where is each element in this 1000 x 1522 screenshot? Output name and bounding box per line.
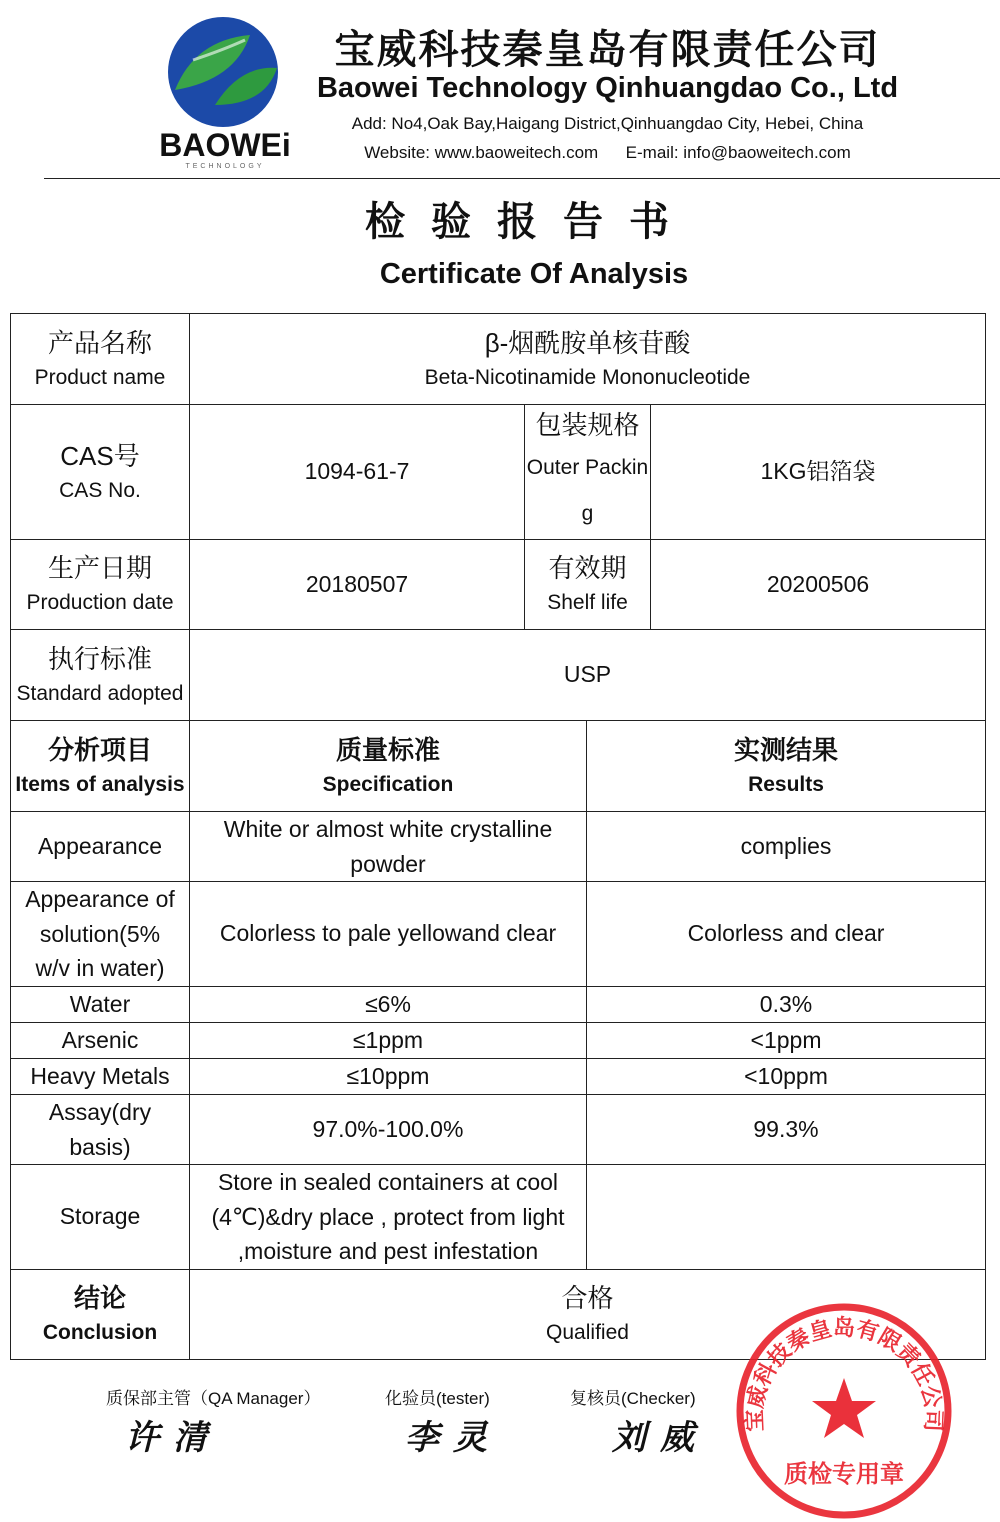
company-email: E-mail: info@baoweitech.com [625, 143, 851, 162]
star-icon [812, 1378, 876, 1438]
label-en: CAS No. [59, 478, 141, 502]
production-date-label [10, 539, 190, 630]
row-spec: Store in sealed containers at cool (4℃)&dry place , protect from light ,moisture and pest infestation [189, 1164, 587, 1270]
label-cn: 有效期 [548, 553, 627, 584]
header-cn: 质量标准 [335, 734, 440, 765]
tester-label: 化验员(tester) [385, 1389, 490, 1408]
value-text: 20180507 [305, 570, 409, 597]
stamp-center-text: 质检专用章 [784, 1459, 904, 1488]
row-item: Appearance of solution(5% w/v in water) [10, 881, 190, 987]
label-cn: 产品名称 [47, 327, 152, 358]
header-en: Results [748, 772, 824, 796]
row-item: Water [10, 986, 190, 1023]
row-item: Heavy Metals [10, 1058, 190, 1095]
row-result: 0.3% [586, 986, 986, 1023]
document-title-cn: 检验报告书 [365, 198, 695, 245]
row-result: <1ppm [586, 1022, 986, 1059]
value-text: 20200506 [766, 570, 870, 597]
label-cn: 结论 [73, 1283, 126, 1314]
packing-label [524, 404, 651, 540]
value-cn: β-烟酰胺单核苷酸 [484, 327, 691, 358]
label-cn: 执行标准 [47, 643, 152, 674]
value-text: USP [563, 661, 612, 688]
checker-label: 复核员(Checker) [570, 1389, 696, 1408]
label-cn: CAS号 [60, 440, 140, 471]
header-items [10, 720, 190, 812]
row-result: 99.3% [586, 1094, 986, 1165]
company-website: Website: www.baoweitech.com [364, 143, 599, 162]
row-spec: Colorless to pale yellowand clear [189, 881, 587, 987]
quality-inspection-stamp [733, 1300, 955, 1522]
standard-label [10, 629, 190, 721]
row-result: <10ppm [586, 1058, 986, 1095]
cas-label [10, 404, 190, 540]
value-en: Beta-Nicotinamide Mononucleotide [424, 365, 751, 389]
header-specification [189, 720, 587, 812]
value-cn: 合格 [561, 1283, 614, 1314]
header-divider [44, 178, 1000, 179]
label-en: Product name [34, 365, 166, 389]
row-spec: ≤10ppm [189, 1058, 587, 1095]
label-cn: 生产日期 [47, 553, 152, 584]
conclusion-label [10, 1269, 190, 1360]
product-name-label [10, 313, 190, 405]
row-item: Storage [10, 1164, 190, 1270]
row-item: Arsenic [10, 1022, 190, 1059]
row-spec: ≤1ppm [189, 1022, 587, 1059]
label-en: Shelf life [547, 591, 628, 615]
logo-subtext: TECHNOLOGY [185, 163, 265, 170]
header-en: Items of analysis [15, 772, 185, 796]
qa-manager-signature: 许清 [125, 1418, 221, 1458]
company-contact [300, 143, 915, 163]
value-text: 1094-61-7 [304, 458, 410, 485]
tester-signature: 李灵 [405, 1418, 501, 1458]
row-item: Appearance [10, 811, 190, 882]
row-result: Colorless and clear [586, 881, 986, 987]
header-cn: 实测结果 [733, 734, 838, 765]
shelf-life-value [650, 539, 986, 630]
label-en: Outer Packing [526, 455, 649, 525]
row-spec: 97.0%-100.0% [189, 1094, 587, 1165]
row-spec: White or almost white crystalline powder [189, 811, 587, 882]
stamp-ring-text: 宝威科技秦皇岛有限责任公司 [741, 1314, 947, 1433]
value-text: 1KG铝箔袋 [760, 458, 876, 485]
row-result: complies [586, 811, 986, 882]
company-name-cn: 宝威科技秦皇岛有限责任公司 [334, 26, 881, 73]
header-results [586, 720, 986, 812]
product-name-value [189, 313, 986, 405]
company-address: Add: No4,Oak Bay,Haigang District,Qinhuangdao City, Hebei, China [351, 114, 864, 133]
row-result [586, 1164, 986, 1270]
production-date-value [189, 539, 525, 630]
row-item: Assay(dry basis) [10, 1094, 190, 1165]
qa-manager-label: 质保部主管（QA Manager） [106, 1389, 321, 1408]
company-logo [155, 10, 295, 170]
checker-signature: 刘威 [612, 1418, 708, 1458]
packing-value [650, 404, 986, 540]
header-cn: 分析项目 [47, 734, 152, 765]
value-en: Qualified [546, 1321, 629, 1345]
label-en: Standard adopted [16, 681, 184, 705]
label-cn: 包装规格 [535, 409, 640, 440]
label-en: Production date [26, 591, 174, 615]
cas-value [189, 404, 525, 540]
shelf-life-label [524, 539, 651, 630]
label-en: Conclusion [42, 1321, 158, 1345]
header-en: Specification [322, 772, 454, 796]
standard-value [189, 629, 986, 721]
company-name-en: Baowei Technology Qinhuangdao Co., Ltd [316, 72, 899, 104]
logo-text: BAOWEi [159, 127, 291, 163]
document-title-en: Certificate Of Analysis [379, 258, 689, 290]
row-spec: ≤6% [189, 986, 587, 1023]
